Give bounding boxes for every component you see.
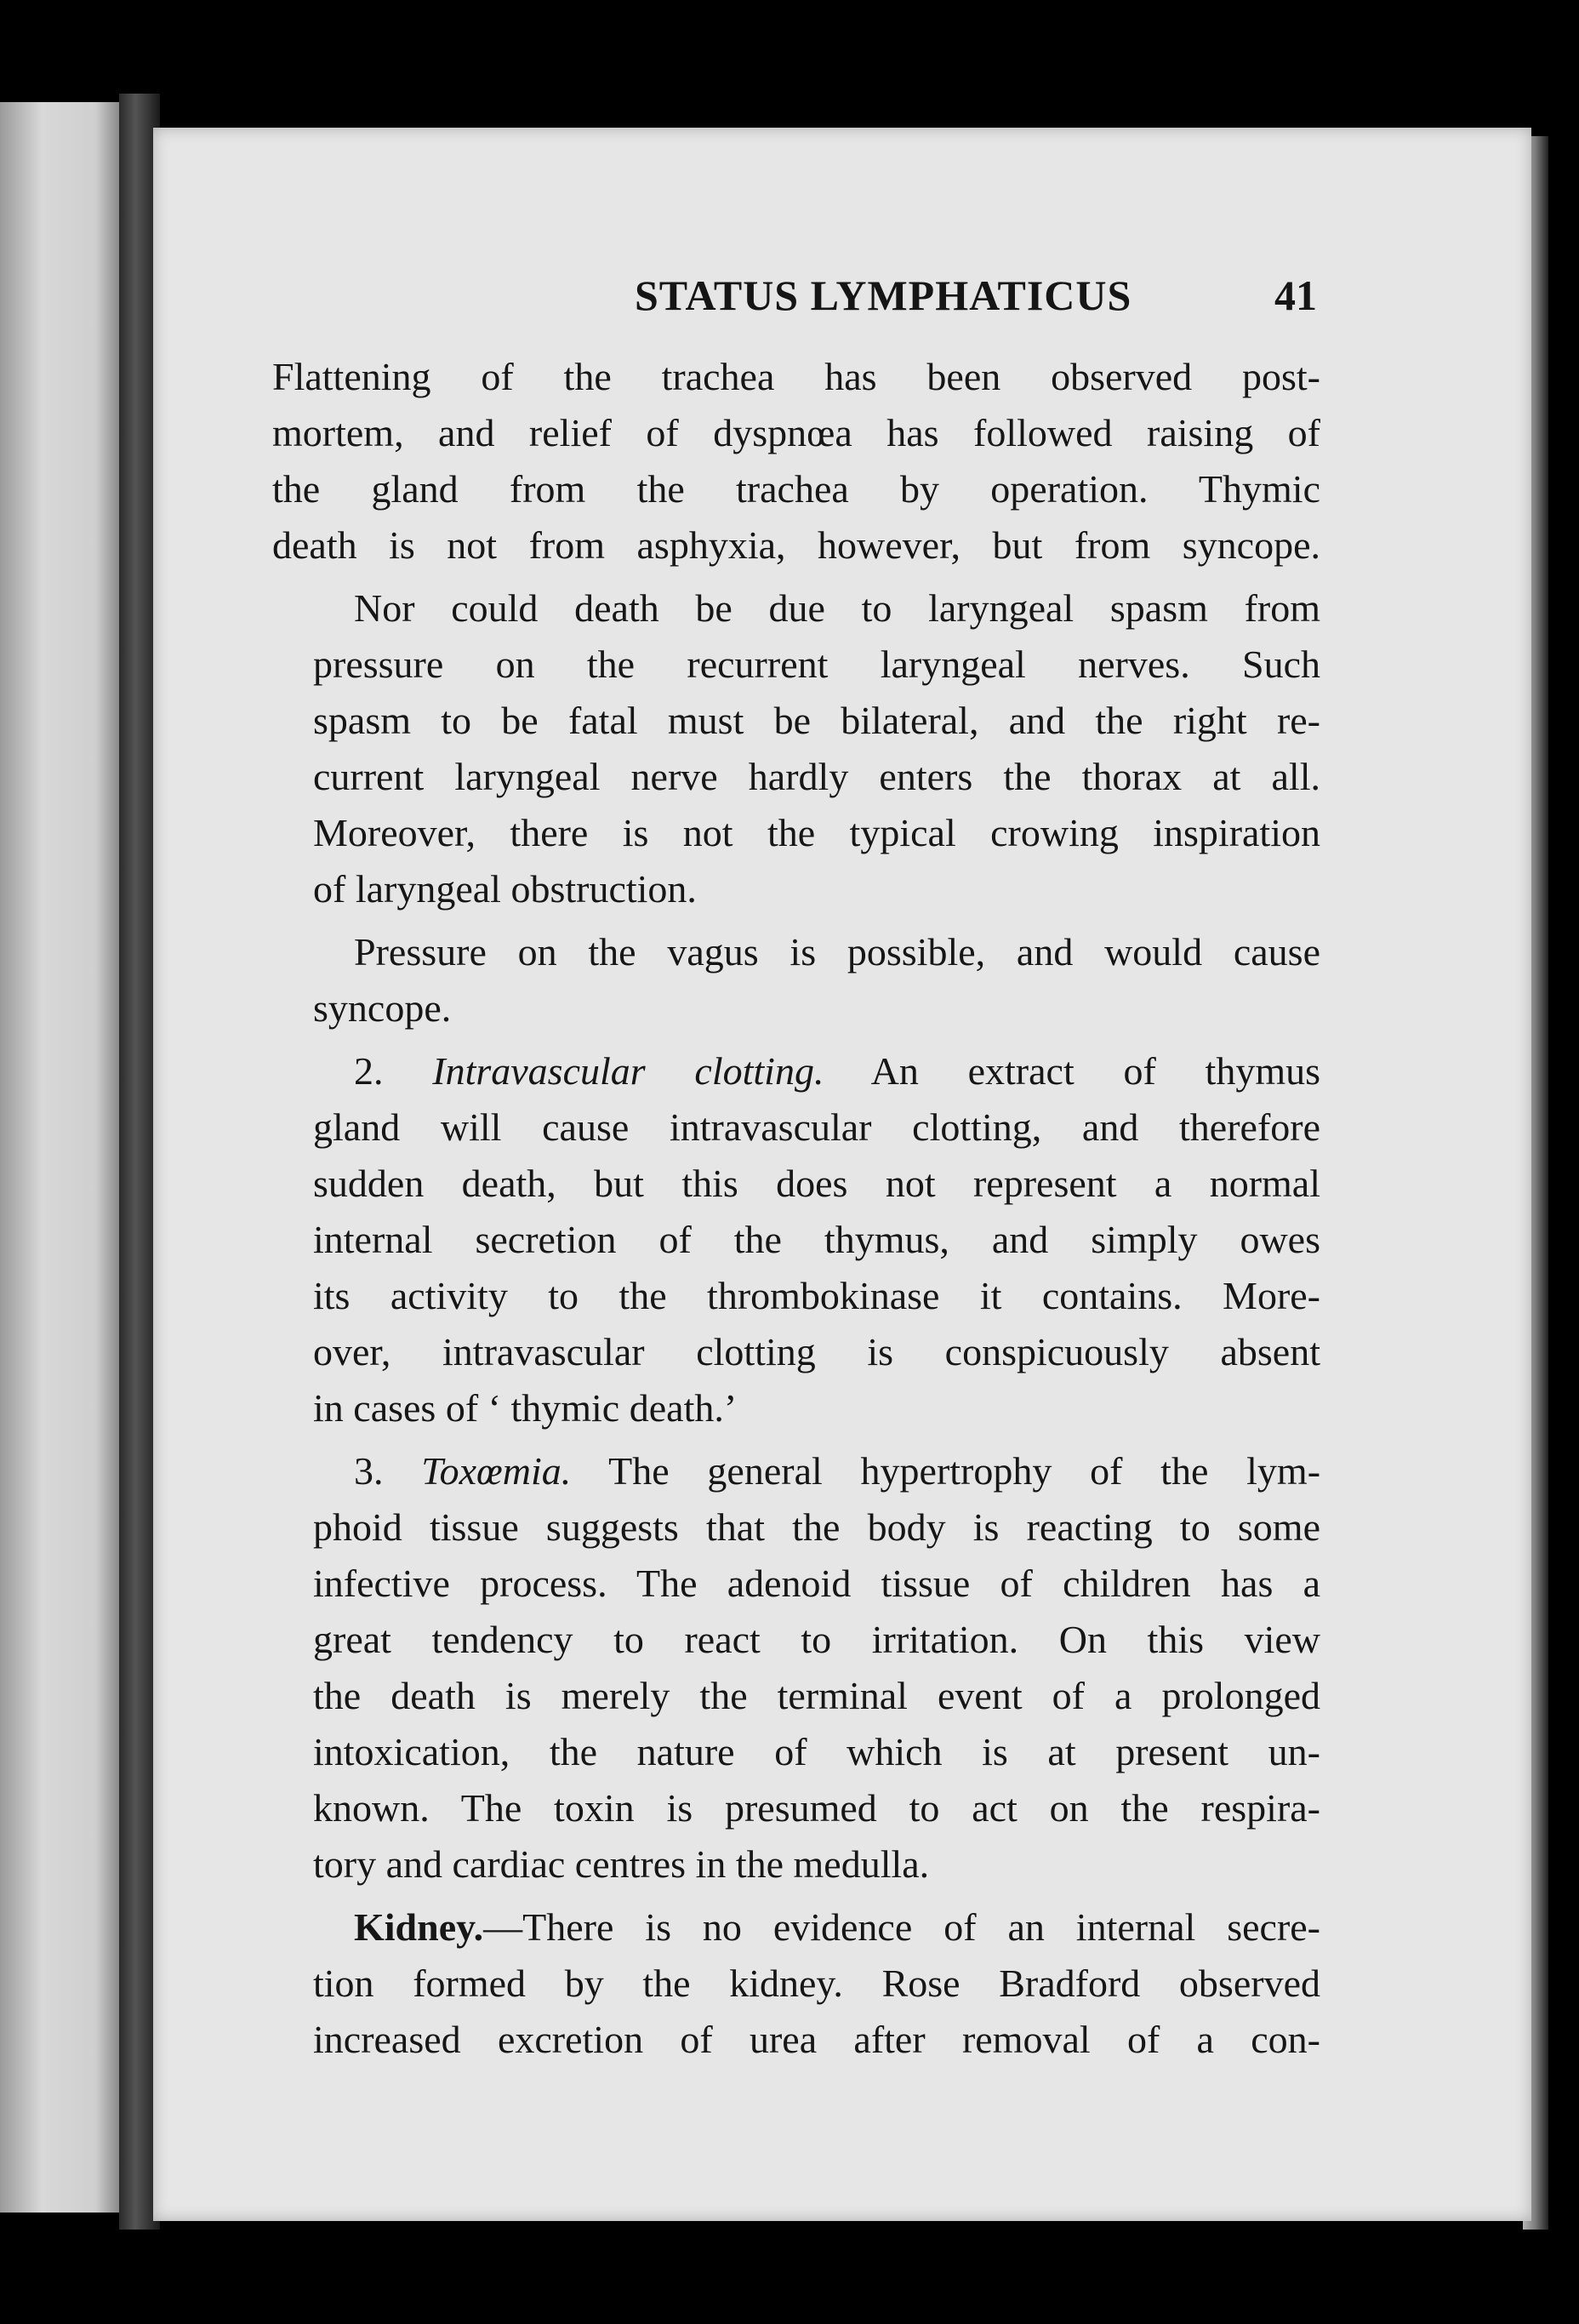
section-heading: Intravascular clotting. (432, 1049, 824, 1093)
text-line: internal secretion of the thymus, and simply owes (313, 1218, 1320, 1261)
text-line: death is not from asphyxia, however, but from syncope. (272, 523, 1320, 567)
text-line: Moreover, there is not the typical crowing inspiration (313, 811, 1320, 854)
text-line: of laryngeal obstruction. (313, 867, 697, 911)
text-line: intoxication, the nature of which is at present un- (313, 1730, 1320, 1773)
text-line: the death is merely the terminal event of a prolonged (313, 1674, 1320, 1717)
paragraph-vagus (272, 924, 1320, 1036)
text-line: Flattening of the trachea has been observed post- (272, 355, 1320, 398)
left-facing-page (0, 102, 119, 2213)
text-fragment: The general hypertrophy of the lym- (608, 1449, 1321, 1493)
text-line: spasm to be fatal must be bilateral, and the right re- (313, 699, 1320, 742)
running-title: STATUS LYMPHATICUS (635, 271, 1132, 319)
text-fragment: An extract of thymus (870, 1049, 1320, 1093)
section-heading: Toxœmia. (421, 1449, 572, 1493)
section-heading: Kidney. (354, 1905, 484, 1949)
text-line: sudden death, but this does not represent a normal (313, 1162, 1320, 1205)
text-line: over, intravascular clotting is conspicuously absent (313, 1330, 1320, 1373)
text-line (272, 1899, 1320, 1956)
text-line: its activity to the thrombokinase it contains. More- (313, 1274, 1320, 1317)
text-line (272, 1443, 1320, 1499)
page-text (272, 349, 1320, 2075)
text-line: the gland from the trachea by operation. Thymic (272, 467, 1320, 511)
text-line: in cases of ‘ thymic death.’ (313, 1386, 738, 1430)
paragraph-toxaemia (272, 1443, 1320, 1893)
text-fragment: —There is no evidence of an internal secre- (483, 1905, 1320, 1949)
text-line: infective process. The adenoid tissue of children has a (313, 1562, 1320, 1605)
paragraph-intravascular-clotting (272, 1043, 1320, 1436)
paragraph-kidney (272, 1899, 1320, 2068)
text-line: gland will cause intravascular clotting, and therefore (313, 1105, 1320, 1149)
text-line: syncope. (313, 986, 452, 1030)
text-line: increased excretion of urea after removal of a con- (313, 2018, 1320, 2061)
text-line (272, 1043, 1320, 1099)
page-number: 41 (1274, 271, 1317, 319)
text-line: Nor could death be due to laryngeal spasm from (354, 586, 1320, 630)
paragraph-trachea (272, 349, 1320, 574)
text-line: great tendency to react to irritation. On this view (313, 1618, 1320, 1661)
text-line: mortem, and relief of dyspnœa has followed raising of (272, 411, 1320, 454)
text-line: current laryngeal nerve hardly enters the thorax at all. (313, 755, 1320, 798)
text-line: tory and cardiac centres in the medulla. (313, 1842, 930, 1886)
book-page (153, 128, 1531, 2221)
text-line: phoid tissue suggests that the body is reacting to some (313, 1505, 1320, 1549)
text-line: Pressure on the vagus is possible, and would cause (354, 930, 1320, 974)
text-line: known. The toxin is presumed to act on the respira- (313, 1786, 1320, 1830)
paragraph-laryngeal-spasm (272, 580, 1320, 917)
text-line: tion formed by the kidney. Rose Bradford observed (313, 1961, 1320, 2005)
text-line: pressure on the recurrent laryngeal nerves. Such (313, 642, 1320, 686)
section-number: 2. (354, 1049, 384, 1093)
section-number: 3. (354, 1449, 384, 1493)
